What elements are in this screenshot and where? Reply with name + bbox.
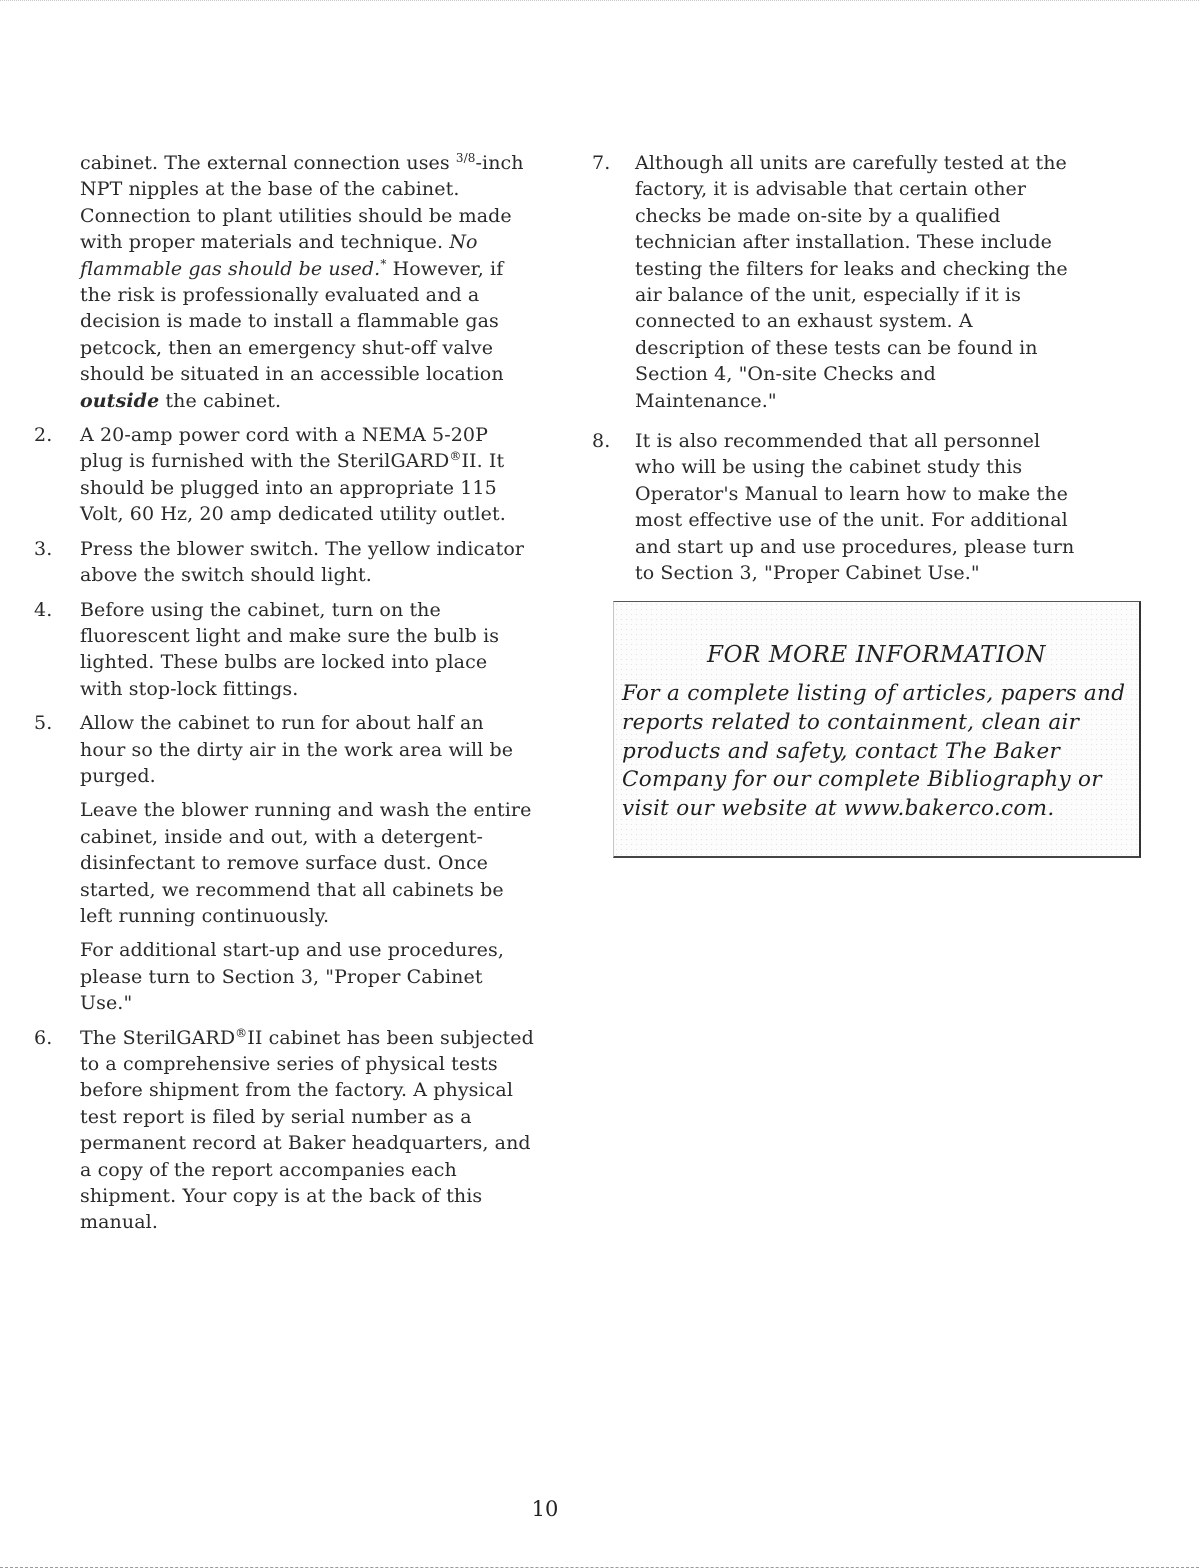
info-box-body: For a complete listing of articles, papers and reports related to containment, clean air products and safety, contact The Baker Company for our complete Bibliography or visit our website at www.bakerco.com. <box>622 681 1126 822</box>
flammable-gas-warning: No flammable gas should be used. <box>80 231 478 280</box>
continuation-text-4: the cabinet. <box>159 389 282 412</box>
list-number: 6. <box>34 1026 53 1049</box>
list-item-1-continuation <box>34 150 534 414</box>
item-text: Press the blower switch. The yellow indicator above the switch should light. <box>80 537 525 587</box>
left-column <box>34 150 534 1244</box>
list-item-4 <box>34 597 534 703</box>
list-item-3 <box>34 536 534 589</box>
continuation-text-2: -inch NPT nipples at the base of the cabinet. Connection to plant utilities should be made with proper materials and technique. <box>80 152 524 254</box>
right-column <box>592 150 1077 601</box>
info-box-title: FOR MORE INFORMATION <box>707 642 1046 668</box>
item-text: Before using the cabinet, turn on the fluorescent light and make sure the bulb is lighted. These bulbs are locked into place with stop-lock fittings. <box>80 598 500 700</box>
list-number: 8. <box>592 430 611 453</box>
scan-edge-bottom <box>0 1556 1199 1568</box>
outside-emphasis: outside <box>80 389 160 412</box>
continuation-text-1: cabinet. The external connection uses <box>80 152 456 174</box>
scan-edge-top <box>0 0 1199 6</box>
item-text-cont: II cabinet has been subjected to a comprehensive series of physical tests before shipment from the factory. A physical test report is filed by serial number as a permanent record at Baker headquarters, and a copy of the report accompanies each shipment. Your copy is at the back of this manual. <box>80 1026 534 1234</box>
item-paragraph-wash: Leave the blower running and wash the entire cabinet, inside and out, with a detergent-disinfectant to remove surface dust. Once started, we recommend that all cabinets be left running continuously. <box>80 799 532 927</box>
footnote-mark: * <box>380 256 387 271</box>
page-number: 10 <box>531 1497 559 1521</box>
fraction-superscript: 3/8 <box>455 151 476 165</box>
registered-mark: ® <box>235 1025 248 1040</box>
item-paragraph-purge: Allow the cabinet to run for about half an hour so the dirty air in the work area will be purged. <box>80 712 514 787</box>
list-number: 5. <box>34 712 53 735</box>
item-text: The SterilGARD <box>80 1026 236 1049</box>
list-number: 3. <box>34 537 53 560</box>
item-text: Although all units are carefully tested at the factory, it is advisable that certain other checks be made on-site by a qualified technician after installation. These include testing the filters for leaks and checking the air balance of the unit, especially if it is connected to an exhaust system. A description of these tests can be found in Section 4, "On-site Checks and Maintenance." <box>635 152 1068 412</box>
continuation-text-3: However, if the risk is professionally evaluated and a decision is made to install a flammable gas petcock, then an emergency shut-off valve should be situated in an accessible location <box>80 257 504 386</box>
list-item-5 <box>34 710 534 1016</box>
registered-mark: ® <box>449 449 462 464</box>
item-text-cont: II. It should be plugged into an appropriate 115 Volt, 60 Hz, 20 amp dedicated utility outlet. <box>80 450 506 526</box>
list-item-8 <box>592 428 1077 586</box>
list-number: 7. <box>592 152 611 174</box>
list-item-6 <box>34 1025 534 1236</box>
list-item-7 <box>592 150 1077 414</box>
item-paragraph-procedures: For additional start-up and use procedures, please turn to Section 3, "Proper Cabinet Use." <box>80 939 504 1015</box>
list-number: 4. <box>34 598 53 621</box>
item-text: A 20-amp power cord with a NEMA 5-20P plug is furnished with the SterilGARD <box>80 424 488 473</box>
item-text: It is also recommended that all personnel who will be using the cabinet study this Operator's Manual to learn how to make the most effective use of the unit. For additional and start up and use procedures, please turn to Section 3, "Proper Cabinet Use." <box>635 430 1075 585</box>
more-information-box <box>613 601 1141 858</box>
list-number: 2. <box>34 424 53 447</box>
list-item-2 <box>34 422 534 528</box>
